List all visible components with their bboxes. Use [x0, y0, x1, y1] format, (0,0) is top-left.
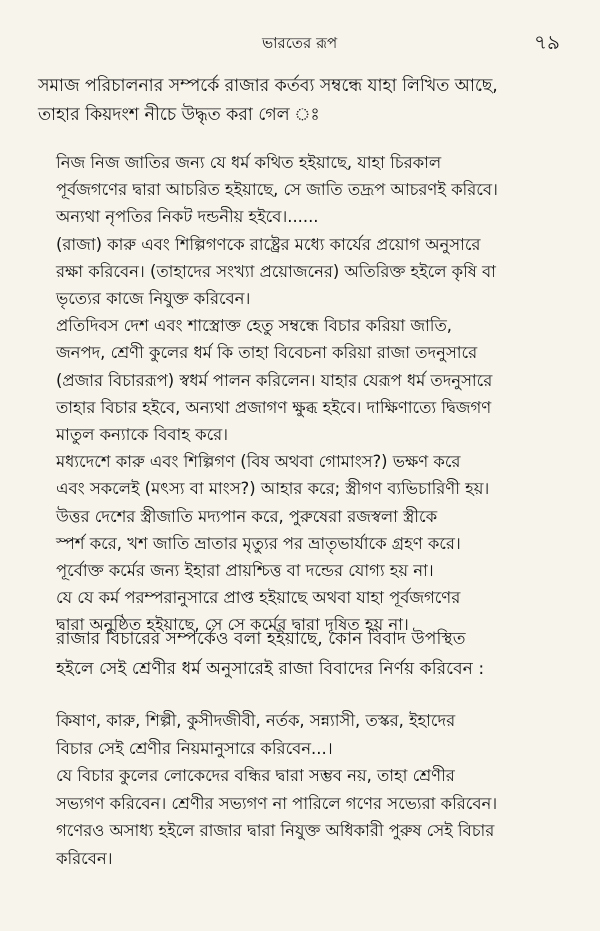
text-line: (প্রজার বিচাররূপ) স্বধর্ম পালন করিলেন। যাহার যেরূপ ধর্ম তদনুসারে	[56, 370, 493, 390]
text-line: উত্তর দেশের স্ত্রীজাতি মদ্যপান করে, পুরুষেরা রজস্বলা স্ত্রীকে	[56, 506, 438, 526]
text-line: পূর্বজগণের দ্বারা আচরিত হইয়াছে, সে জাতি তদ্রূপ আচরণই করিবে।	[56, 180, 498, 200]
text-line: মাতুল কন্যাকে বিবাহ করে।	[56, 425, 229, 445]
text-line: অন্যথা নৃপতির নিকট দন্ডনীয় হইবে।......	[56, 207, 319, 227]
text-line: তাহার কিয়দংশ নীচে উদ্ধৃত করা গেল ঃ	[38, 105, 320, 125]
running-title: ভারতের রূপ	[262, 34, 338, 52]
text-line: পূর্বোক্ত কর্মের জন্য ইহারা প্রায়শ্চিত্ত বা দন্ডের যোগ্য হয় না।	[56, 561, 434, 581]
text-line: (রাজা) কারু এবং শিল্পিগণকে রাষ্ট্রের মধ্যে কার্যের প্রয়োগ অনুসারে	[56, 234, 481, 254]
page-header	[0, 28, 600, 58]
text-line: মধ্যদেশে কারু এবং শিল্পিগণ (বিষ অথবা গোমাংস?) ভক্ষণ করে	[56, 452, 461, 472]
second-quoted-passage	[56, 707, 497, 872]
intro-paragraph	[38, 72, 498, 130]
text-line: জনপদ, শ্রেণী কুলের ধর্ম কি তাহা বিবেচনা করিয়া রাজা তদনুসারে	[56, 343, 478, 363]
text-line: প্রতিদিবস দেশ এবং শাস্ত্রোক্ত হেতু সম্বন্ধে বিচার করিয়া জাতি,	[56, 316, 452, 336]
text-line: নিজ নিজ জাতির জন্য যে ধর্ম কথিত হইয়াছে, যাহা চিরকাল	[56, 153, 442, 172]
text-line: রাজার বিচারের সম্পর্কেও বলা হইয়াছে, কোন বিবাদ উপস্থিত	[56, 629, 466, 649]
quoted-passage	[56, 149, 498, 639]
text-line: স্পর্শ করে, খশ জাতি ভ্রাতার মৃত্যুর পর ভ্রাতৃভার্যাকে গ্রহণ করে।	[56, 533, 461, 553]
text-line: বিচার সেই শ্রেণীর নিয়মানুসারে করিবেন...।	[56, 738, 333, 758]
text-line: তাহার বিচার হইবে, অন্যথা প্রজাগণ ক্ষুব্ধ হইবে। দাক্ষিণাত্যে দ্বিজগণ	[56, 397, 492, 417]
text-line: সমাজ পরিচালনার সম্পর্কে রাজার কর্তব্য সম্বন্ধে যাহা লিখিত আছে,	[38, 76, 498, 96]
text-line: দ্বারা অনুষ্ঠিত হইয়াছে, সে সে কর্মের দ্বারা দূষিত হয় না।	[56, 615, 409, 635]
text-line: কিষাণ, কারু, শিল্পী, কুসীদজীবী, নর্তক, সন্ন্যাসী, তস্কর, ইহাদের	[56, 711, 456, 730]
text-line: এবং সকলেই (মৎস্য বা মাংস?) আহার করে; স্ত্রীগণ ব্যভিচারিণী হয়।	[56, 479, 490, 499]
page-number: ৭৯	[534, 30, 560, 54]
text-line: রক্ষা করিবেন। (তাহাদের সংখ্যা প্রয়োজনের) অতিরিক্ত হইলে কৃষি বা	[56, 261, 496, 281]
text-line: হইলে সেই শ্রেণীর ধর্ম অনুসারেই রাজা বিবাদের নির্ণয় করিবেন :	[56, 659, 485, 679]
second-paragraph	[56, 624, 484, 684]
text-line: গণেরও অসাধ্য হইলে রাজার দ্বারা নিযুক্ত অধিকারী পুরুষ সেই বিচার	[56, 821, 495, 840]
text-line: সভ্যগণ করিবেন। শ্রেণীর সভ্যগণ না পারিলে গণের সভ্যেরা করিবেন।	[56, 793, 498, 813]
text-line: করিবেন।	[56, 848, 113, 868]
text-line: ভৃত্যের কাজে নিযুক্ত করিবেন।	[56, 289, 251, 309]
text-line: যে যে কর্ম পরম্পরানুসারে প্রাপ্ত হইয়াছে অথবা যাহা পূর্বজগণের	[56, 588, 461, 608]
text-line: যে বিচার কুলের লোকেদের বন্ধির দ্বারা সম্ভব নয়, তাহা শ্রেণীর	[56, 766, 455, 785]
